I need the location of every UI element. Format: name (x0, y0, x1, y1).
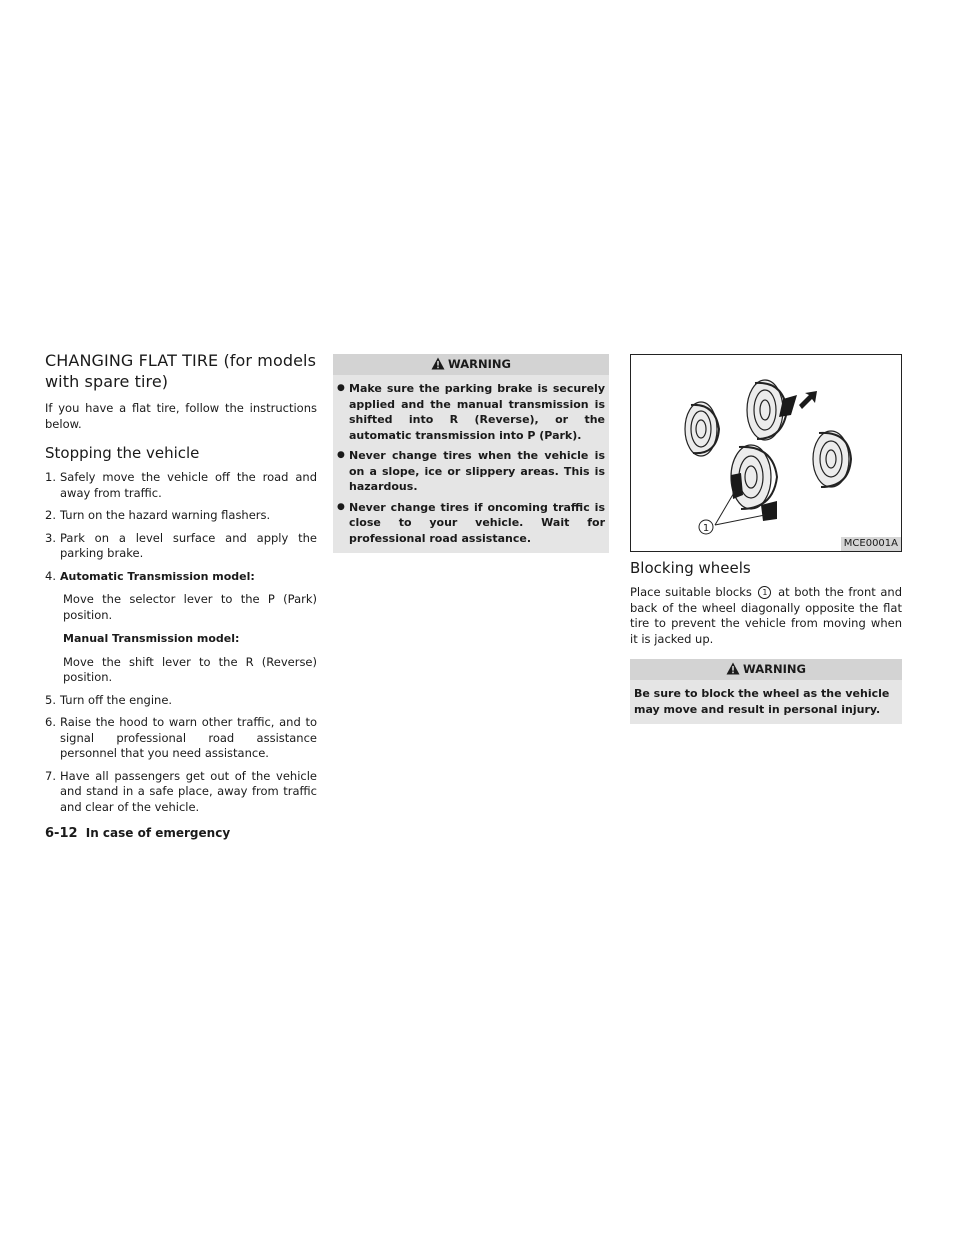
warning-item: ● Make sure the parking brake is securely applied and the manual transmission is shifted into R (Reverse), or the automatic transmission into P (Park). (337, 382, 605, 442)
warning-box-1 (333, 354, 609, 553)
page-footer (45, 826, 230, 841)
stopping-heading: Stopping the vehicle (45, 444, 200, 462)
bullet-icon: ● (337, 383, 345, 393)
callout-number: 1 (702, 523, 710, 534)
auto-transmission-text: Move the selector lever to the P (Park) position. (63, 592, 317, 622)
blocking-heading: Blocking wheels (630, 559, 751, 577)
warning-header (333, 354, 609, 375)
tire-icon (813, 431, 851, 487)
warning-item: ● Never change tires if oncoming traffic is close to your vehicle. Wait for professional road assistance. (337, 500, 605, 545)
figure-code: MCE0001A (841, 537, 901, 551)
warning-triangle-icon (726, 661, 740, 682)
tires-drawing (631, 355, 901, 551)
bullet-icon: ● (337, 501, 345, 512)
blocking-text: Place suitable blocks 1 at both the front and back of the wheel diagonally opposite the flat tire to prevent the vehicle from moving when it is jacked up. (630, 585, 902, 646)
stopping-steps (45, 470, 317, 815)
callout-marker: 1 (758, 586, 771, 599)
step-5: 5. Turn off the engine. (45, 692, 173, 707)
step-7: 7. Have all passengers get out of the vehicle and stand in a safe place, away from traffic and clear of the vehicle. (45, 768, 317, 814)
manual-transmission-text: Move the shift lever to the R (Reverse) position. (63, 654, 317, 684)
arrow-icon (799, 391, 817, 409)
warning-item: ● Never change tires when the vehicle is on a slope, ice or slippery areas. This is hazardous. (337, 449, 605, 493)
warning-label: WARNING (448, 357, 511, 371)
step-6: 6. Raise the hood to warn other traffic, and to signal professional road assistance personnel that you need assistance. (45, 715, 317, 760)
bullet-icon: ● (337, 450, 345, 460)
page-number: 6-12 (45, 826, 78, 841)
auto-transmission-label: Automatic Transmission model: (60, 569, 255, 583)
warning-triangle-icon (431, 356, 445, 377)
tire-icon (685, 402, 719, 456)
step-1: 1. Safely move the vehicle off the road and away from traffic. (45, 470, 317, 500)
section-intro: If you have a flat tire, follow the instructions below. (45, 401, 317, 431)
warning-body: Be sure to block the wheel as the vehicle may move and result in personal injury. (634, 687, 890, 716)
warning-label: WARNING (743, 662, 806, 676)
right-column (630, 354, 902, 724)
manual-transmission-label: Manual Transmission model: (63, 632, 240, 645)
warning-header (630, 659, 902, 680)
warning-box-2 (630, 659, 902, 724)
step-4: 4. Automatic Transmission model: Move the selector lever to the P (Park) position. Manual Transmission model: Move the shift lever to the R (Reverse) position. (45, 568, 317, 684)
section-title: CHANGING FLAT TIRE (for models with spare tire) (45, 351, 317, 391)
wheel-blocking-illustration (630, 354, 902, 552)
left-column (45, 350, 317, 822)
middle-column (333, 354, 609, 553)
step-2: 2. Turn on the hazard warning flashers. (45, 508, 271, 522)
step-3: 3. Park on a level surface and apply the parking brake. (45, 530, 317, 560)
chapter-title: In case of emergency (85, 826, 231, 840)
warning-body (333, 375, 609, 553)
